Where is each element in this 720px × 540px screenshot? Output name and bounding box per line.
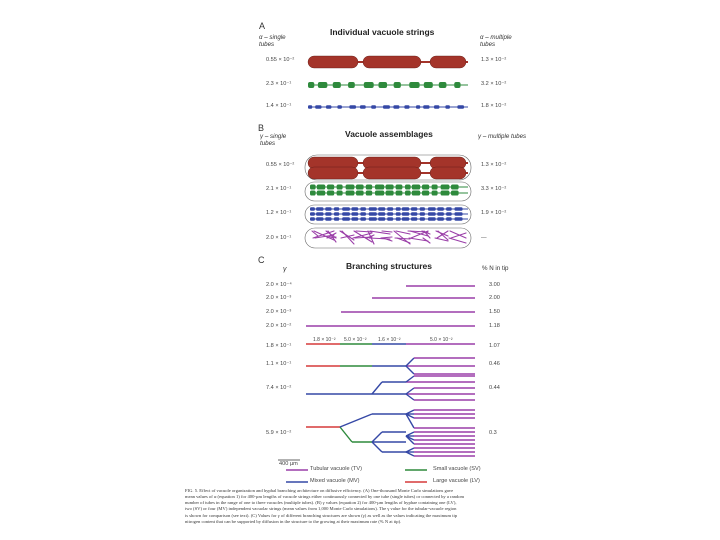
caption-line: is shown for comparison (see text). (C) Values for γ of different branching structures are shown (γ) as well as the values indicating the maximum tip bbox=[185, 512, 458, 518]
inline-label-2: 5.0 × 10⁻² bbox=[344, 337, 367, 343]
small-vacuole-assembly-1-vacuole bbox=[375, 191, 384, 196]
small-vacuole-assembly-0-vacuole bbox=[375, 185, 384, 190]
small-vacuole-assembly-0-vacuole bbox=[366, 185, 372, 190]
branch-row3-left: 2.0 × 10⁻³ bbox=[266, 309, 292, 315]
mixed-vacuole-vacuole bbox=[360, 105, 366, 109]
panel-a-row2-left: 2.3 × 10⁻¹ bbox=[266, 81, 292, 87]
small-vacuole-assembly-0-vacuole bbox=[432, 185, 438, 190]
small-vacuole-assembly-1-vacuole bbox=[386, 191, 394, 196]
panel-b-title: Vacuole assemblages bbox=[345, 129, 433, 139]
mixed-vacuole-assembly-2-vacuole bbox=[342, 217, 350, 221]
panel-a-row2-right: 3.2 × 10⁻² bbox=[481, 81, 507, 87]
branch-line bbox=[372, 382, 382, 394]
mixed-vacuole-vacuole bbox=[349, 105, 356, 109]
large-vacuole-assembly-b-vacuole bbox=[430, 167, 466, 179]
small-vacuole-vacuole bbox=[394, 82, 401, 88]
small-vacuole-assembly-0-vacuole bbox=[441, 185, 450, 190]
mixed-vacuole-assembly-2-vacuole bbox=[446, 217, 452, 221]
mixed-vacuole-assembly-1-vacuole bbox=[325, 212, 331, 216]
mixed-vacuole-assembly-0-vacuole bbox=[402, 207, 409, 211]
mixed-vacuole-assembly-1-vacuole bbox=[360, 212, 366, 216]
mixed-vacuole-vacuole bbox=[457, 105, 464, 109]
mixed-vacuole-vacuole bbox=[371, 105, 376, 109]
branch-line bbox=[406, 394, 414, 400]
mixed-vacuole-assembly-0-vacuole bbox=[316, 207, 323, 211]
legend-mv-label: Mixed vacuole (MV) bbox=[310, 478, 360, 484]
panel-b-row1-left: 0.55 × 10⁻² bbox=[266, 162, 295, 168]
branch-row3-right: 1.50 bbox=[489, 309, 500, 315]
mixed-vacuole-vacuole bbox=[404, 105, 409, 109]
mixed-vacuole-assembly-1-vacuole bbox=[455, 212, 463, 216]
small-vacuole-assembly-0-vacuole bbox=[317, 185, 325, 190]
mixed-vacuole-assembly-1-vacuole bbox=[428, 212, 436, 216]
mixed-vacuole-assembly-2-vacuole bbox=[396, 217, 401, 221]
panel-a-row3-left: 1.4 × 10⁻¹ bbox=[266, 103, 292, 109]
branch-row7-left: 7.4 × 10⁻² bbox=[266, 385, 292, 391]
small-vacuole-vacuole bbox=[454, 82, 460, 88]
mixed-vacuole-vacuole bbox=[434, 105, 439, 109]
mixed-vacuole-assembly-0-vacuole bbox=[334, 207, 339, 211]
small-vacuole-assembly-1-vacuole bbox=[346, 191, 355, 196]
branch-row7-right: 0.44 bbox=[489, 385, 500, 391]
tubular-vacuole-tangle bbox=[382, 231, 392, 232]
mixed-vacuole-assembly-2-vacuole bbox=[420, 217, 425, 221]
large-vacuole-assembly-b-vacuole bbox=[363, 167, 421, 179]
branch-line bbox=[406, 366, 414, 374]
panel-b-row4-right: — bbox=[481, 235, 487, 241]
tubular-vacuole-tangle bbox=[449, 238, 466, 243]
small-vacuole-assembly-1-vacuole bbox=[412, 191, 420, 196]
branch-line bbox=[406, 388, 414, 394]
mixed-vacuole-vacuole bbox=[337, 105, 342, 109]
panel-b-right-header: γ – multiple tubes bbox=[478, 133, 527, 140]
mixed-vacuole-vacuole bbox=[393, 105, 399, 109]
panel-a-letter: A bbox=[259, 21, 266, 31]
mixed-vacuole-assembly-0-vacuole bbox=[378, 207, 385, 211]
branch-row8-left: 5.9 × 10⁻² bbox=[266, 430, 292, 436]
caption-line: nitrogen content that can be supported by diffusion in the structure to the growing at their maximum rate (% N at tip). bbox=[185, 518, 402, 524]
mixed-vacuole-vacuole bbox=[423, 105, 429, 109]
tubular-vacuole-tangle bbox=[450, 231, 466, 238]
branch-line bbox=[340, 414, 372, 427]
panel-b-row4-left: 2.0 × 10⁻¹ bbox=[266, 235, 292, 241]
branch-line bbox=[406, 376, 414, 382]
mixed-vacuole-assembly-1-vacuole bbox=[378, 212, 385, 216]
panel-b-row1-right: 1.3 × 10⁻² bbox=[481, 162, 507, 168]
small-vacuole-vacuole bbox=[439, 82, 447, 88]
small-vacuole-vacuole bbox=[318, 82, 327, 88]
small-vacuole-vacuole bbox=[379, 82, 388, 88]
panel-b-row3-right: 1.9 × 10⁻² bbox=[481, 210, 507, 216]
caption-line: two (SV) or four (MV) independent vacuolar strings (mean values from 1,000 Monte Carlo simulations). The γ value for the tubular-vacuole region bbox=[185, 506, 457, 512]
mixed-vacuole-vacuole bbox=[315, 105, 321, 109]
small-vacuole-vacuole bbox=[364, 82, 374, 88]
mixed-vacuole-assembly-1-vacuole bbox=[369, 212, 377, 216]
panel-c-letter: C bbox=[258, 255, 265, 265]
mixed-vacuole-assembly-0-vacuole bbox=[360, 207, 366, 211]
panel-b-row3-left: 1.2 × 10⁻¹ bbox=[266, 210, 292, 216]
small-vacuole-assembly-0-vacuole bbox=[346, 185, 355, 190]
mixed-vacuole-assembly-1-vacuole bbox=[420, 212, 425, 216]
mixed-vacuole-assembly-1-vacuole bbox=[387, 212, 393, 216]
mixed-vacuole-assembly-0-vacuole bbox=[352, 207, 359, 211]
large-vacuole-vacuole bbox=[430, 56, 466, 68]
mixed-vacuole-assembly-1-vacuole bbox=[402, 212, 409, 216]
legend-tv-label: Tubular vacuole (TV) bbox=[310, 466, 363, 472]
mixed-vacuole-assembly-2-vacuole bbox=[437, 217, 444, 221]
branch-row1-right: 3.00 bbox=[489, 282, 500, 288]
mixed-vacuole-assembly-2-vacuole bbox=[352, 217, 359, 221]
mixed-vacuole-assembly-0-vacuole bbox=[411, 207, 417, 211]
small-vacuole-assembly-1-vacuole bbox=[396, 191, 403, 196]
mixed-vacuole-assembly-2-vacuole bbox=[360, 217, 366, 221]
branch-line bbox=[406, 358, 414, 366]
branch-row2-right: 2.00 bbox=[489, 295, 500, 301]
large-vacuole-vacuole bbox=[308, 56, 358, 68]
small-vacuole-assembly-1-vacuole bbox=[317, 191, 325, 196]
branch-row5-left: 1.8 × 10⁻¹ bbox=[266, 343, 292, 349]
small-vacuole-assembly-0-vacuole bbox=[396, 185, 403, 190]
small-vacuole-vacuole bbox=[308, 82, 314, 88]
branch-row8-right: 0.3 bbox=[489, 430, 497, 436]
mixed-vacuole-assembly-2-vacuole bbox=[325, 217, 331, 221]
mixed-vacuole-vacuole bbox=[416, 105, 420, 109]
caption-line: number of tubes in the range of one to three vacuoles (multiple tubes). (B) γ values (equation 2) for 400-µm lengths of hyphae containing one (LV), bbox=[185, 500, 457, 506]
large-vacuole-vacuole bbox=[363, 56, 421, 68]
small-vacuole-assembly-0-vacuole bbox=[386, 185, 394, 190]
mixed-vacuole-vacuole bbox=[445, 105, 450, 109]
mixed-vacuole-assembly-0-vacuole bbox=[325, 207, 331, 211]
small-vacuole-assembly-1-vacuole bbox=[356, 191, 364, 196]
small-vacuole-assembly-1-vacuole bbox=[337, 191, 343, 196]
small-vacuole-assembly-0-vacuole bbox=[422, 185, 429, 190]
small-vacuole-assembly-0-vacuole bbox=[405, 185, 411, 190]
mixed-vacuole-assembly-0-vacuole bbox=[437, 207, 444, 211]
branch-row1-left: 2.0 × 10⁻⁴ bbox=[266, 282, 292, 288]
mixed-vacuole-assembly-2-vacuole bbox=[310, 217, 315, 221]
mixed-vacuole-vacuole bbox=[308, 105, 312, 109]
legend-lv-label: Large vacuole (LV) bbox=[433, 478, 480, 484]
mixed-vacuole-assembly-2-vacuole bbox=[455, 217, 463, 221]
mixed-vacuole-vacuole bbox=[383, 105, 390, 109]
scale-bar-label: 400 µm bbox=[279, 461, 298, 467]
branch-line bbox=[340, 427, 352, 442]
figure-caption bbox=[185, 488, 530, 525]
small-vacuole-assembly-0-vacuole bbox=[327, 185, 334, 190]
small-vacuole-vacuole bbox=[424, 82, 433, 88]
small-vacuole-vacuole bbox=[333, 82, 341, 88]
panel-a-row3-right: 1.8 × 10⁻² bbox=[481, 103, 507, 109]
inline-label-4: 5.0 × 10⁻² bbox=[430, 337, 453, 343]
panel-b-left-header: γ – single tubes bbox=[260, 133, 287, 147]
branch-row4-left: 2.0 × 10⁻² bbox=[266, 323, 292, 329]
branch-row2-left: 2.0 × 10⁻³ bbox=[266, 295, 292, 301]
small-vacuole-assembly-0-vacuole bbox=[310, 185, 316, 190]
small-vacuole-vacuole bbox=[409, 82, 419, 88]
mixed-vacuole-vacuole bbox=[326, 105, 331, 109]
small-vacuole-assembly-1-vacuole bbox=[441, 191, 450, 196]
small-vacuole-assembly-0-vacuole bbox=[356, 185, 364, 190]
caption-line: mean values of α (equation 1) for 400-µm lengths of vacuole strings either continuously connected by one tube (single tubes) or connected by a random bbox=[185, 494, 465, 500]
mixed-vacuole-assembly-0-vacuole bbox=[446, 207, 452, 211]
mixed-vacuole-assembly-2-vacuole bbox=[334, 217, 339, 221]
mixed-vacuole-assembly-0-vacuole bbox=[369, 207, 377, 211]
panel-c-right-header: % N in tip bbox=[482, 265, 509, 272]
branch-row6-left: 1.1 × 10⁻¹ bbox=[266, 361, 292, 367]
inline-label-3: 1.6 × 10⁻² bbox=[378, 337, 401, 343]
mixed-vacuole-assembly-1-vacuole bbox=[446, 212, 452, 216]
panel-a-right-header: α – multiple tubes bbox=[480, 34, 512, 48]
panel-c-left-header: γ bbox=[283, 266, 287, 273]
legend-sv-label: Small vacuole (SV) bbox=[433, 466, 481, 472]
mixed-vacuole-assembly-1-vacuole bbox=[437, 212, 444, 216]
small-vacuole-assembly-1-vacuole bbox=[327, 191, 334, 196]
small-vacuole-assembly-0-vacuole bbox=[337, 185, 343, 190]
small-vacuole-assembly-1-vacuole bbox=[432, 191, 438, 196]
large-vacuole-assembly-b-vacuole bbox=[308, 167, 358, 179]
small-vacuole-assembly-0-vacuole bbox=[451, 185, 459, 190]
branch-line bbox=[372, 432, 382, 442]
mixed-vacuole-assembly-1-vacuole bbox=[310, 212, 315, 216]
mixed-vacuole-assembly-2-vacuole bbox=[378, 217, 385, 221]
mixed-vacuole-assembly-1-vacuole bbox=[411, 212, 417, 216]
mixed-vacuole-assembly-0-vacuole bbox=[342, 207, 350, 211]
caption-line: FIG. 5. Effect of vacuole organization and hyphal branching architecture on diffusive efficiency. (A) One-thousand Monte Carlo simulations gave bbox=[185, 488, 454, 493]
small-vacuole-assembly-1-vacuole bbox=[451, 191, 459, 196]
mixed-vacuole-assembly-1-vacuole bbox=[316, 212, 323, 216]
branch-row6-right: 0.46 bbox=[489, 361, 500, 367]
mixed-vacuole-assembly-0-vacuole bbox=[420, 207, 425, 211]
panel-a-row1-right: 1.3 × 10⁻² bbox=[481, 57, 507, 63]
panel-a-title: Individual vacuole strings bbox=[330, 27, 435, 37]
mixed-vacuole-assembly-1-vacuole bbox=[334, 212, 339, 216]
mixed-vacuole-assembly-0-vacuole bbox=[396, 207, 401, 211]
panel-b-row2-left: 2.1 × 10⁻¹ bbox=[266, 186, 292, 192]
small-vacuole-vacuole bbox=[348, 82, 355, 88]
inline-label-1: 1.8 × 10⁻² bbox=[313, 337, 336, 343]
mixed-vacuole-assembly-2-vacuole bbox=[428, 217, 436, 221]
panel-c-title: Branching structures bbox=[346, 261, 432, 271]
small-vacuole-assembly-1-vacuole bbox=[366, 191, 372, 196]
small-vacuole-assembly-0-vacuole bbox=[412, 185, 420, 190]
mixed-vacuole-assembly-0-vacuole bbox=[387, 207, 393, 211]
small-vacuole-assembly-1-vacuole bbox=[405, 191, 411, 196]
mixed-vacuole-assembly-2-vacuole bbox=[387, 217, 393, 221]
branch-line bbox=[372, 442, 382, 452]
mixed-vacuole-assembly-2-vacuole bbox=[316, 217, 323, 221]
mixed-vacuole-assembly-1-vacuole bbox=[342, 212, 350, 216]
mixed-vacuole-assembly-2-vacuole bbox=[402, 217, 409, 221]
panel-a-row1-left: 0.55 × 10⁻² bbox=[266, 57, 295, 63]
mixed-vacuole-assembly-2-vacuole bbox=[369, 217, 377, 221]
small-vacuole-assembly-1-vacuole bbox=[422, 191, 429, 196]
branch-row4-right: 1.18 bbox=[489, 323, 500, 329]
mixed-vacuole-assembly-1-vacuole bbox=[396, 212, 401, 216]
panel-b-letter: B bbox=[258, 123, 265, 133]
panel-a-left-header: α – single tubes bbox=[259, 34, 286, 48]
mixed-vacuole-assembly-0-vacuole bbox=[428, 207, 436, 211]
small-vacuole-assembly-1-vacuole bbox=[310, 191, 316, 196]
branch-row5-right: 1.07 bbox=[489, 343, 500, 349]
mixed-vacuole-assembly-0-vacuole bbox=[455, 207, 463, 211]
panel-b-row2-right: 3.3 × 10⁻² bbox=[481, 186, 507, 192]
mixed-vacuole-assembly-0-vacuole bbox=[310, 207, 315, 211]
mixed-vacuole-assembly-2-vacuole bbox=[411, 217, 417, 221]
mixed-vacuole-assembly-1-vacuole bbox=[352, 212, 359, 216]
